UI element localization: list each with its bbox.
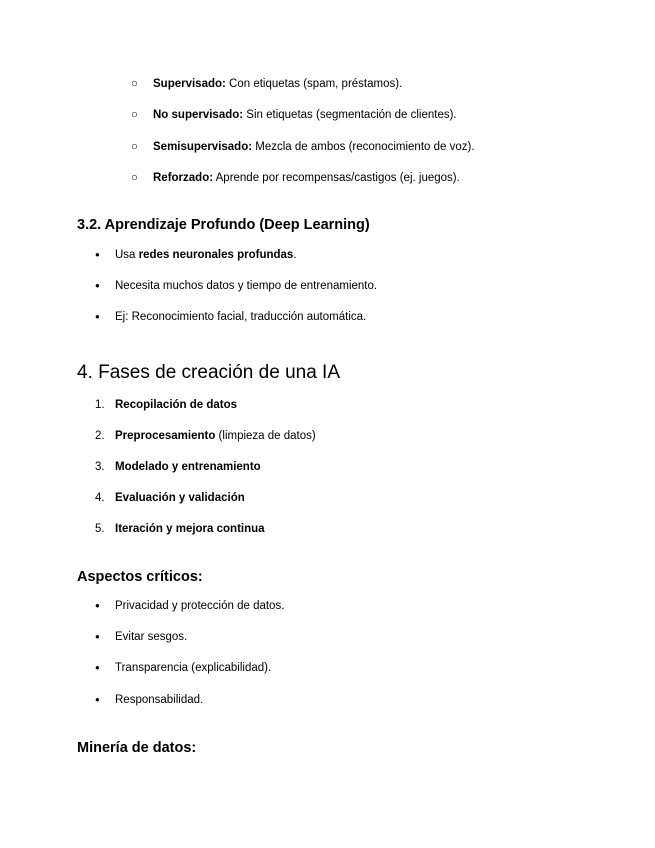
- list-item: [95, 599, 284, 613]
- numbered-item: [95, 398, 237, 412]
- deep-learning-heading: 3.2. Aprendizaje Profundo (Deep Learning): [77, 217, 370, 233]
- item-bold: Reforzado:: [153, 172, 214, 184]
- item-text: Evitar sesgos.: [115, 631, 188, 643]
- item-text: Privacidad y protección de datos.: [115, 600, 285, 612]
- item-bold: Supervisado:: [153, 78, 226, 90]
- item-text: Aprende por recompensas/castigos (ej. juegos).: [213, 172, 460, 184]
- list-item: [95, 630, 187, 644]
- hollow-bullet-icon: ○: [131, 172, 138, 184]
- item-text: Necesita muchos datos y tiempo de entrenamiento.: [115, 280, 378, 292]
- item-bold: Recopilación de datos: [115, 399, 238, 411]
- item-number: 1.: [95, 399, 105, 411]
- sublist-item: [131, 140, 475, 154]
- item-text: Responsabilidad.: [115, 694, 204, 706]
- item-bold: Modelado y entrenamiento: [115, 461, 261, 473]
- list-item: [95, 693, 203, 707]
- item-bold: redes neuronales profundas: [138, 249, 294, 261]
- list-item: [95, 310, 366, 324]
- hollow-bullet-icon: ○: [131, 141, 138, 153]
- item-bold: Evaluación y validación: [115, 492, 245, 504]
- sublist-item: [131, 171, 460, 185]
- item-text: Ej: Reconocimiento facial, traducción automática.: [115, 311, 367, 323]
- aspectos-heading: Aspectos críticos:: [77, 569, 203, 585]
- sublist-item: [131, 77, 402, 91]
- item-bold: Iteración y mejora continua: [115, 523, 265, 535]
- bullet-icon: ●: [95, 281, 100, 290]
- hollow-bullet-icon: ○: [131, 109, 138, 121]
- item-text: Mezcla de ambos (reconocimiento de voz).: [252, 141, 475, 153]
- bullet-icon: ●: [95, 632, 100, 641]
- fases-heading: 4. Fases de creación de una IA: [77, 362, 340, 383]
- item-number: 4.: [95, 492, 105, 504]
- hollow-bullet-icon: ○: [131, 78, 138, 90]
- numbered-item: [95, 491, 245, 505]
- numbered-item: [95, 460, 261, 474]
- numbered-item: [95, 429, 316, 443]
- bullet-icon: ●: [95, 250, 100, 259]
- numbered-item: [95, 522, 265, 536]
- item-bold: No supervisado:: [153, 109, 244, 121]
- item-text: Usa: [115, 249, 139, 261]
- bullet-icon: ●: [95, 601, 100, 610]
- list-item: [95, 661, 271, 675]
- mineria-heading: Minería de datos:: [77, 740, 197, 756]
- list-item: [95, 279, 377, 293]
- item-bold: Preprocesamiento: [115, 430, 216, 442]
- item-text: Transparencia (explicabilidad).: [115, 662, 272, 674]
- item-text: (limpieza de datos): [215, 430, 316, 442]
- item-number: 5.: [95, 523, 105, 535]
- bullet-icon: ●: [95, 695, 100, 704]
- item-text: Con etiquetas (spam, préstamos).: [225, 78, 403, 90]
- sublist-item: [131, 108, 457, 122]
- item-text: Sin etiquetas (segmentación de clientes).: [243, 109, 457, 121]
- item-number: 2.: [95, 430, 105, 442]
- item-bold: Semisupervisado:: [153, 141, 253, 153]
- item-number: 3.: [95, 461, 105, 473]
- bullet-icon: ●: [95, 663, 100, 672]
- item-text-post: .: [293, 249, 297, 261]
- list-item: [95, 248, 297, 262]
- bullet-icon: ●: [95, 312, 100, 321]
